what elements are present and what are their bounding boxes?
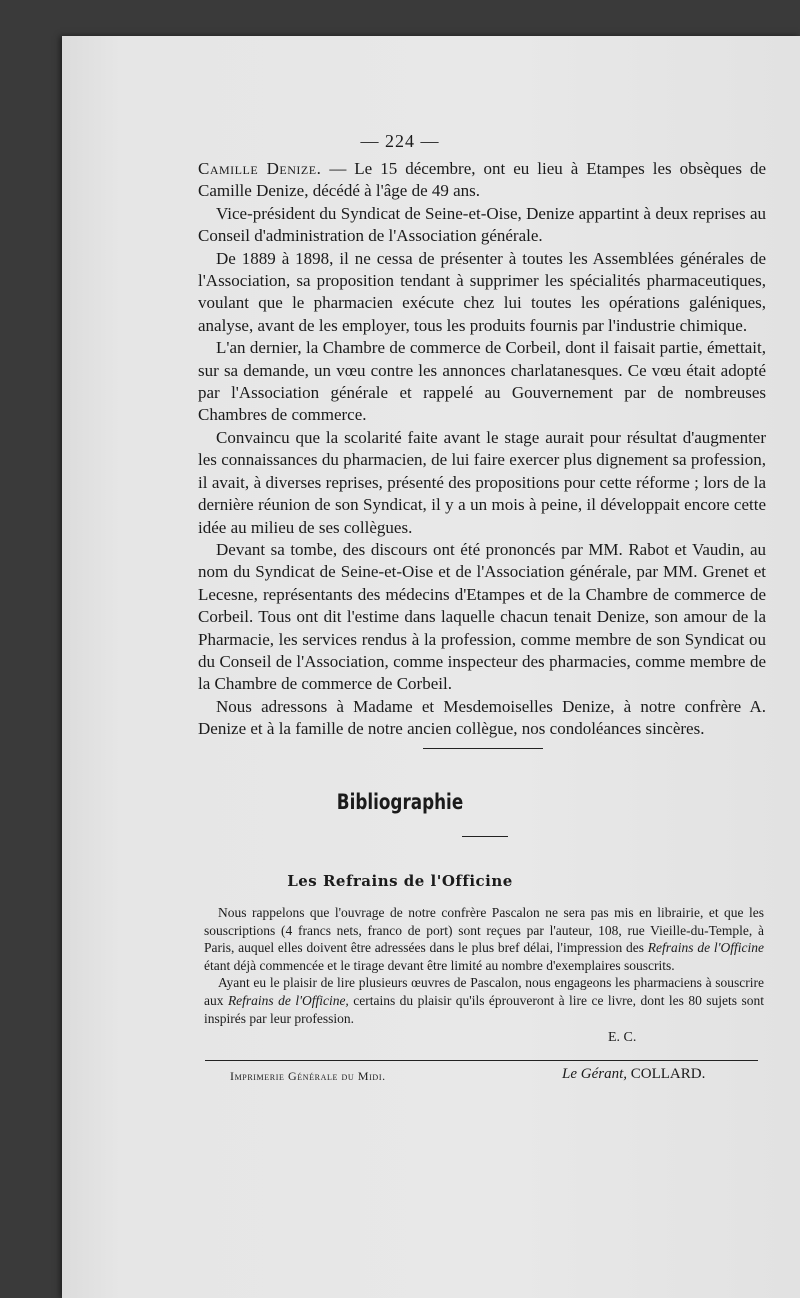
section-divider — [423, 748, 543, 749]
footer-rule — [205, 1060, 758, 1061]
text-run: certains du plaisir qu'ils éprouveront à lire ce livre, dont les 80 sujets sont inspirés par leur profession. — [204, 992, 764, 1026]
manager-credit — [562, 1066, 705, 1083]
obituary-paragraph: Devant sa tombe, des discours ont été prononcés par MM. Rabot et Vaudin, au nom du Syndicat de Seine-et-Oise et de l'Association générale, par MM. Grenet et Lecesne, représentants des médecins d'Etampes et de la Chambre de commerce de Corbeil. Tous ont dit l'estime dans laquelle chacun tenait Denize, son amour de la Pharmacie, les services rendus à la profession, comme membre de son Syndicat ou du Conseil de l'Association, comme inspecteur des pharmacies, comme membre de la Chambre de commerce de Corbeil. — [198, 539, 766, 694]
obituary-lead-text: — Le 15 décembre, ont eu lieu à Etampes les obsèques de Camille Denize, décédé à l'âge de 49 ans. — [198, 159, 766, 201]
obituary-paragraph: Vice-président du Syndicat de Seine-et-Oise, Denize appartint à deux reprises au Conseil d'administration de l'Association générale. — [198, 203, 766, 246]
text-run: Ayant eu le plaisir de lire plusieurs œuvres de Pascalon, nous engageons les pharmaciens à souscrire aux — [204, 975, 764, 1008]
text-run: étant déjà commencée et le tirage devant être limité au nombre d'exemplaires souscrits. — [204, 957, 675, 973]
book-title-italic: Refrains de l'Officine — [647, 940, 764, 956]
obituary-paragraph: Nous adressons à Madame et Mesdemoiselles Denize, à notre confrère A. Denize et à la famille de notre ancien collègue, nos condoléances sincères. — [198, 696, 766, 739]
heading-underline — [462, 836, 508, 837]
bibliography-notice — [204, 904, 764, 1027]
book-title-heading: Les Refrains de l'Officine — [287, 872, 513, 890]
bibliography-paragraph — [204, 974, 764, 1027]
obituary-article — [198, 158, 766, 741]
book-title-italic: Refrains de l'Officine, — [227, 992, 349, 1008]
manager-name: COLLARD. — [627, 1066, 706, 1082]
bibliography-heading: Bibliographie — [336, 790, 464, 814]
obituary-lead-name: Camille Denize. — [198, 159, 322, 178]
printer-credit: Imprimerie Générale du Midi. — [230, 1069, 386, 1083]
obituary-lead-paragraph — [198, 158, 766, 203]
obituary-paragraph: De 1889 à 1898, il ne cessa de présenter à toutes les Assemblées générales de l'Association, sa proposition tendant à supprimer les spécialités pharmaceutiques, voulant que le pharmacien exécute chez lui toutes les opérations galéniques, analyse, avant de les employer, tous les produits fournis par l'industrie chimique. — [198, 248, 766, 335]
obituary-paragraph: L'an dernier, la Chambre de commerce de Corbeil, dont il faisait partie, émettait, sur sa demande, un vœu contre les annonces charlatanesques. Ce vœu était adopté par l'Association générale et rappelé au Gouvernement par de nombreuses Chambres de commerce. — [198, 338, 766, 425]
bibliography-paragraph — [204, 904, 764, 974]
page-number: — 224 — — [360, 131, 440, 151]
author-signature: E. C. — [608, 1030, 637, 1045]
obituary-paragraph: Convaincu que la scolarité faite avant le stage aurait pour résultat d'augmenter les connaissances du pharmacien, de lui faire exercer plus dignement sa profession, il avait, à diverses reprises, présenté des propositions pour cette réforme ; lors de la dernière réunion de son Syndicat, il y a un mois à peine, il développait encore cette idée au milieu de ses collègues. — [198, 427, 766, 537]
text-run: Nous rappelons que l'ouvrage de notre confrère Pascalon ne sera pas mis en librairie, et que les souscriptions (4 francs nets, franco de port) sont reçues par l'auteur, 108, rue Vieille-du-Temple, à Paris, auquel elles doivent être adressées dans le plus bref délai, l'impression des — [204, 905, 764, 956]
manager-label: Le Gérant, — [562, 1066, 627, 1082]
